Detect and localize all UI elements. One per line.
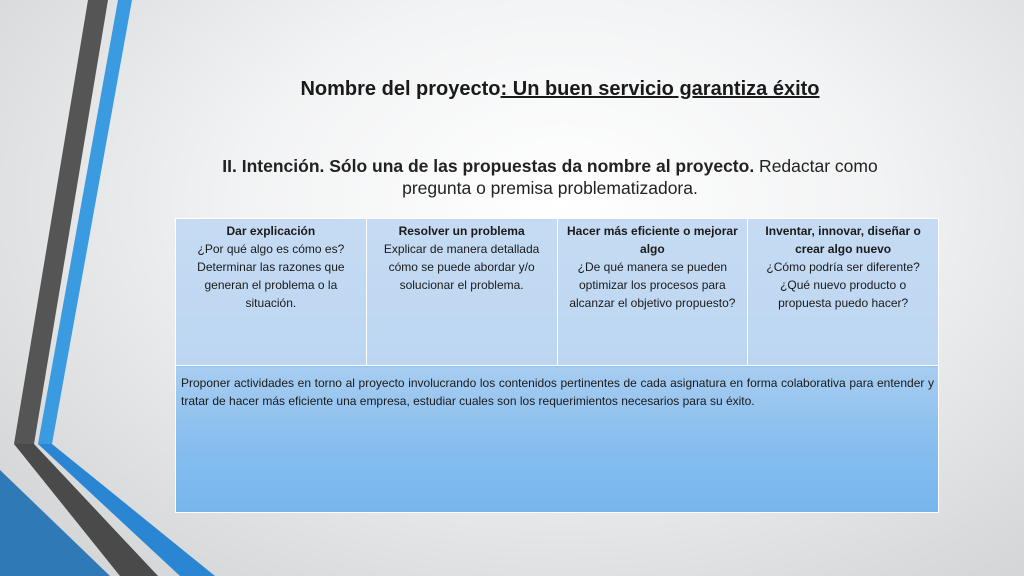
blue-stripe-upper — [38, 0, 132, 444]
answer-cell: Proponer actividades en torno al proyecto involucrando los contenidos pertinentes de cada asignatura en forma colaborativa para entender y tratar de hacer más eficiente una empresa, estudiar cuales son los requerimientos necesarios para su éxito. — [176, 366, 939, 513]
option-body: Explicar de manera detallada cómo se puede abordar y/o solucionar el problema. — [383, 242, 540, 292]
intent-instruction — [190, 155, 910, 199]
gray-stripe-upper — [14, 0, 108, 444]
proposal-table — [175, 218, 939, 513]
intent-description: Redactar como pregunta o premisa problematizadora. — [402, 156, 878, 198]
title-project-name: : Un buen servicio garantiza éxito — [500, 78, 820, 100]
page-title — [180, 78, 940, 101]
option-heading: Resolver un problema — [398, 224, 525, 238]
dark-blue-corner — [0, 470, 110, 576]
answer-row — [176, 366, 939, 513]
option-cell-innovate — [748, 219, 939, 366]
option-body: ¿Por qué algo es cómo es? Determinar las razones que generan el problema o la situación. — [197, 242, 345, 310]
gray-stripe-lower — [14, 444, 158, 576]
option-cell-explain — [176, 219, 367, 366]
option-body: ¿De qué manera se pueden optimizar los procesos para alcanzar el objetivo propuesto? — [569, 260, 736, 310]
option-heading: Inventar, innovar, diseñar o crear algo nuevo — [765, 224, 921, 256]
option-heading: Hacer más eficiente o mejorar algo — [567, 224, 738, 256]
option-body: ¿Cómo podría ser diferente? ¿Qué nuevo producto o propuesta puedo hacer? — [766, 260, 920, 310]
option-cell-improve — [557, 219, 748, 366]
title-prefix: Nombre del proyecto — [300, 78, 501, 100]
intent-heading: II. Intención. Sólo una de las propuestas da nombre al proyecto. — [222, 156, 755, 176]
option-heading: Dar explicación — [226, 224, 316, 238]
option-cell-solve — [366, 219, 557, 366]
options-row — [176, 219, 939, 366]
